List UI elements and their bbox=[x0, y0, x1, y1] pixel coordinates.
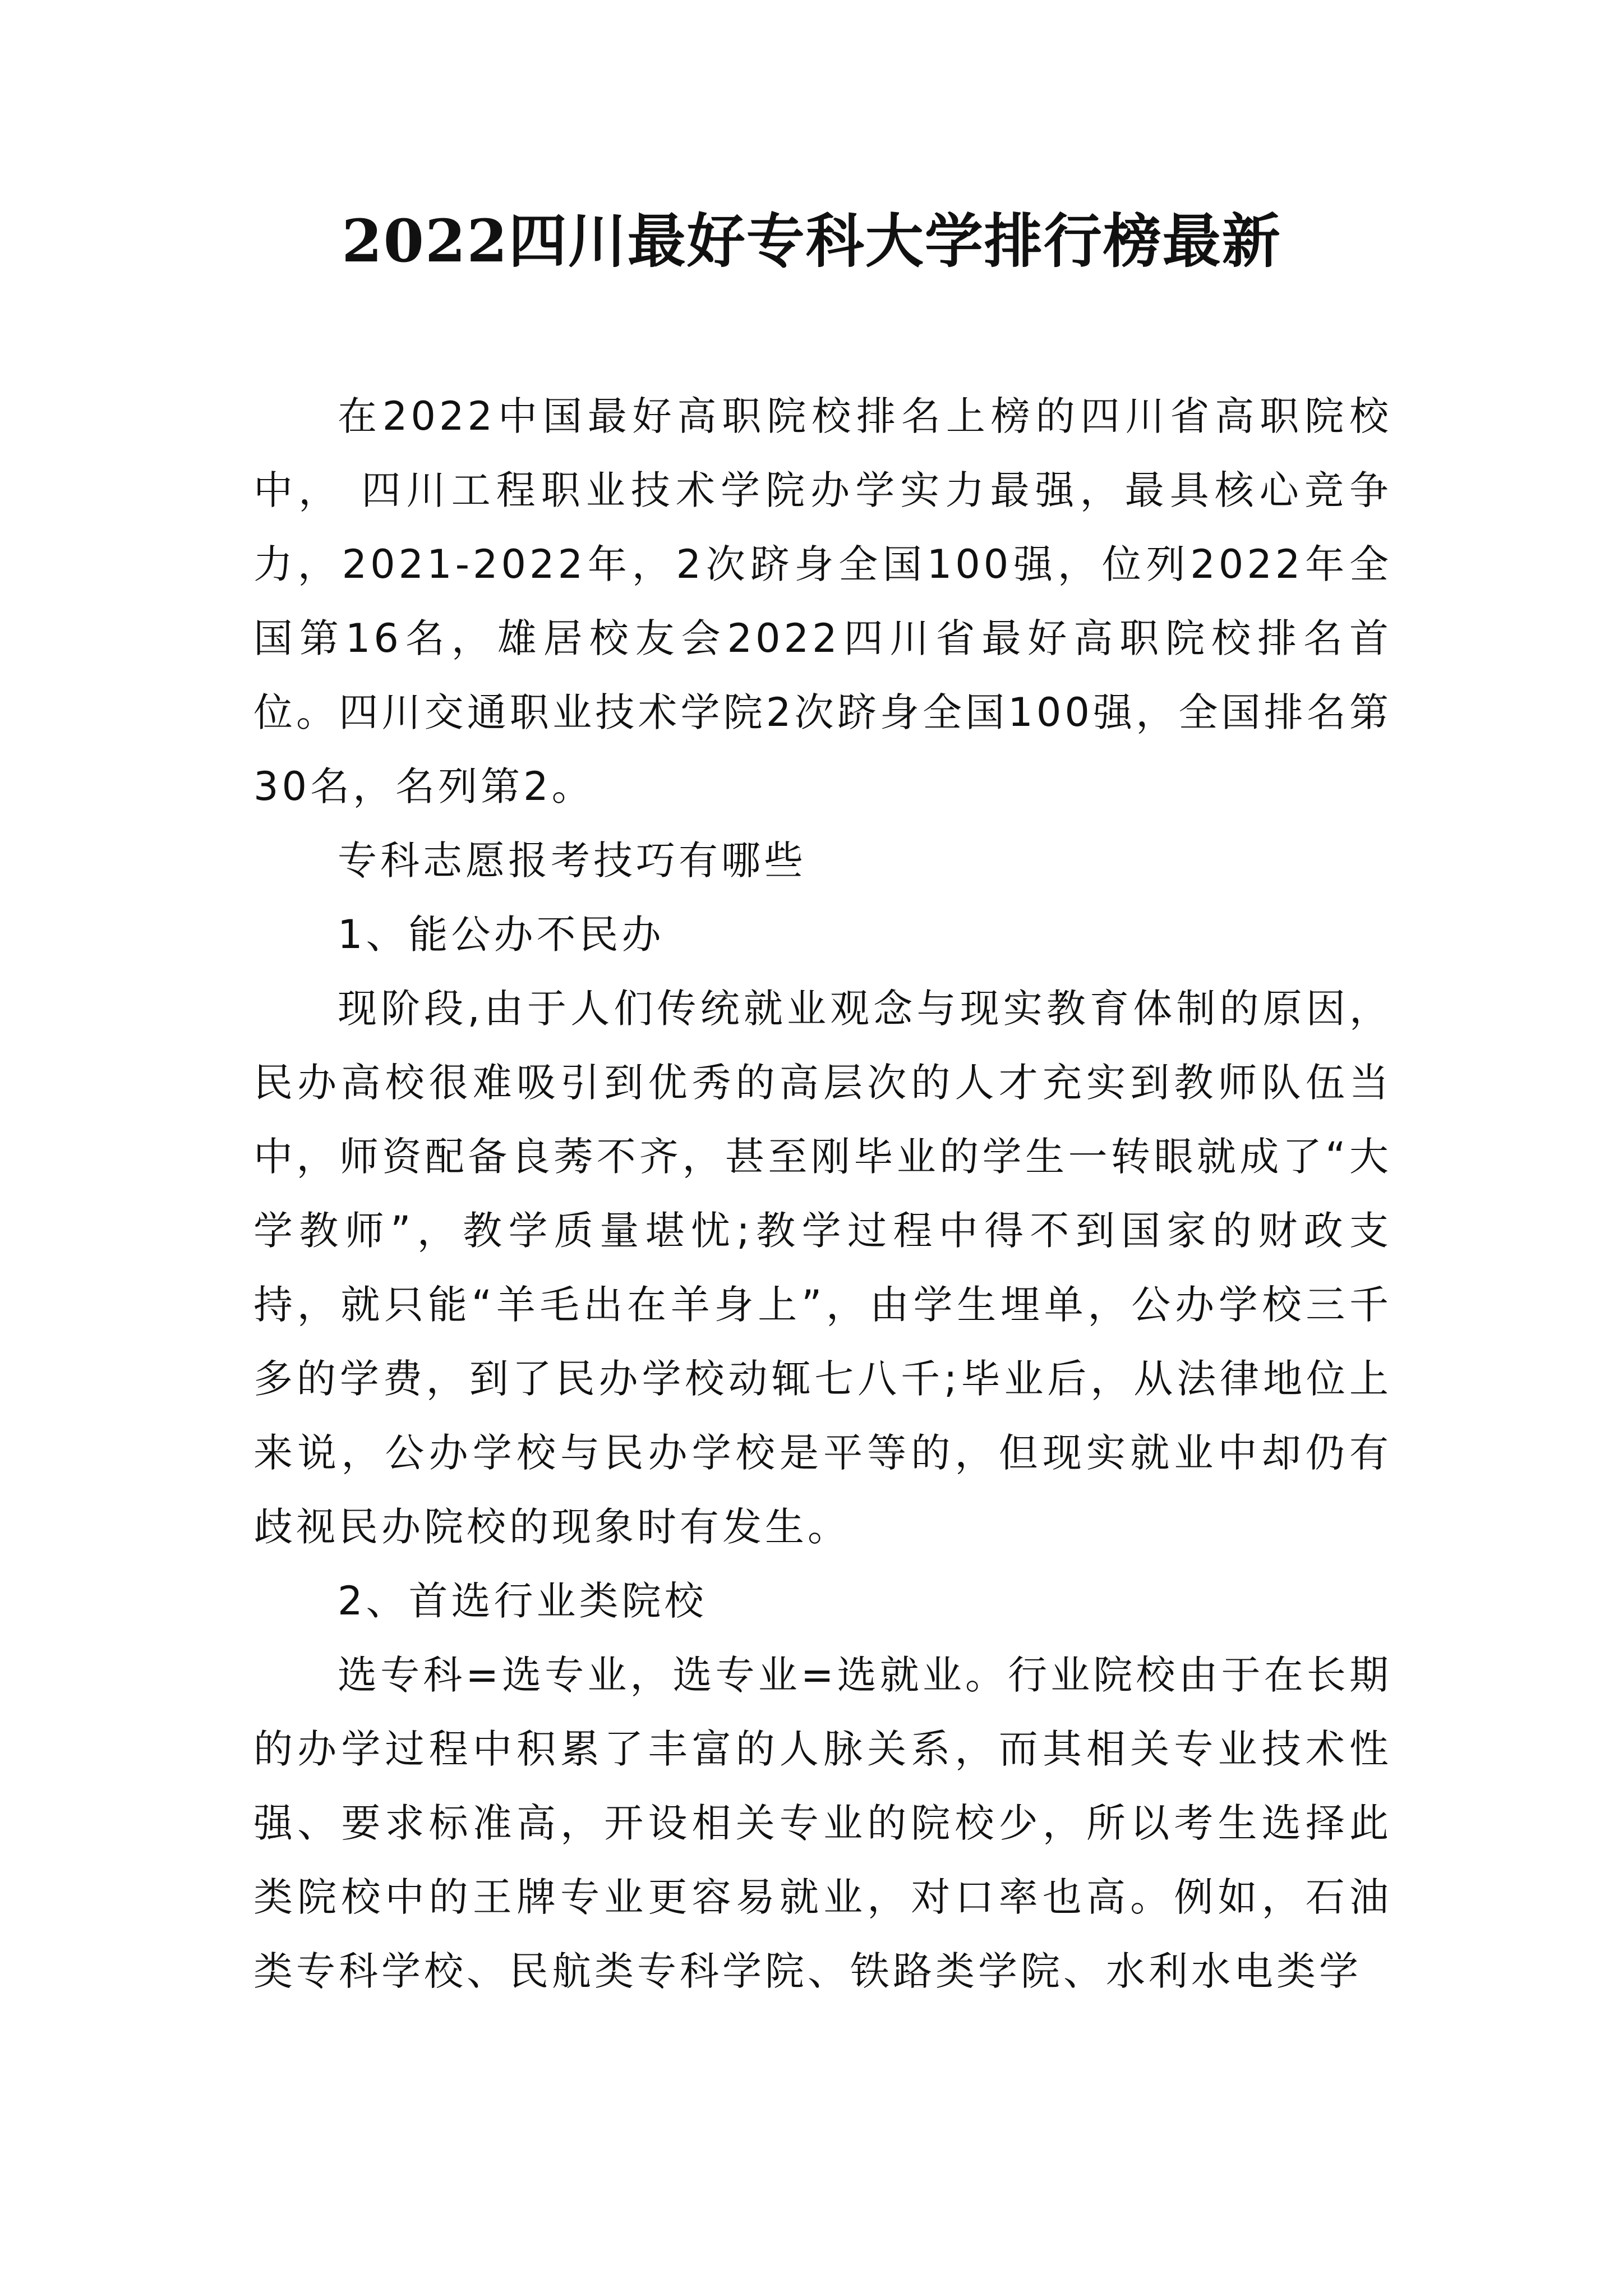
paragraph-subheading-2: 2、首选行业类院校 bbox=[338, 1578, 707, 1624]
paragraph-intro: 在2022中国最好高职院校排名上榜的四川省高职院校中， 四川工程职业技术学院办学实力最强，最具核心竞争力，2021-2022年，2次跻身全国100强，位列2022年全国第16名，雄居校友会2022四川省最好高职院校排名首位。四川交通职业技术学院2次跻身全国100强，全国排名第30名，名列第2。 bbox=[253, 393, 1392, 809]
paragraph-public-vs-private: 现阶段,由于人们传统就业观念与现实教育体制的原因，民办高校很难吸引到优秀的高层次的人才充实到教师队伍当中，师资配备良莠不齐，甚至刚毕业的学生一转眼就成了“大学教师”，教学质量堪忧;教学过程中得不到国家的财政支持，就只能“羊毛出在羊身上”，由学生埋单，公办学校三千多的学费，到了民办学校动辄七八千;毕业后，从法律地位上来说，公办学校与民办学校是平等的，但现实就业中却仍有歧视民办院校的现象时有发生。 bbox=[253, 986, 1392, 1550]
document-body bbox=[253, 379, 1392, 2008]
paragraph-heading-tips: 专科志愿报考技巧有哪些 bbox=[338, 838, 806, 884]
paragraph-industry-colleges: 选专科=选专业，选专业=选就业。行业院校由于在长期的办学过程中积累了丰富的人脉关系，而其相关专业技术性强、要求标准高，开设相关专业的院校少，所以考生选择此类院校中的王牌专业更容易就业，对口率也高。例如，石油类专科学校、民航类专科学院、铁路类学院、水利水电类学 bbox=[253, 1652, 1392, 1994]
document-title: 2022四川最好专科大学排行榜最新 bbox=[342, 206, 1281, 275]
paragraph-subheading-1: 1、能公办不民办 bbox=[338, 912, 665, 958]
